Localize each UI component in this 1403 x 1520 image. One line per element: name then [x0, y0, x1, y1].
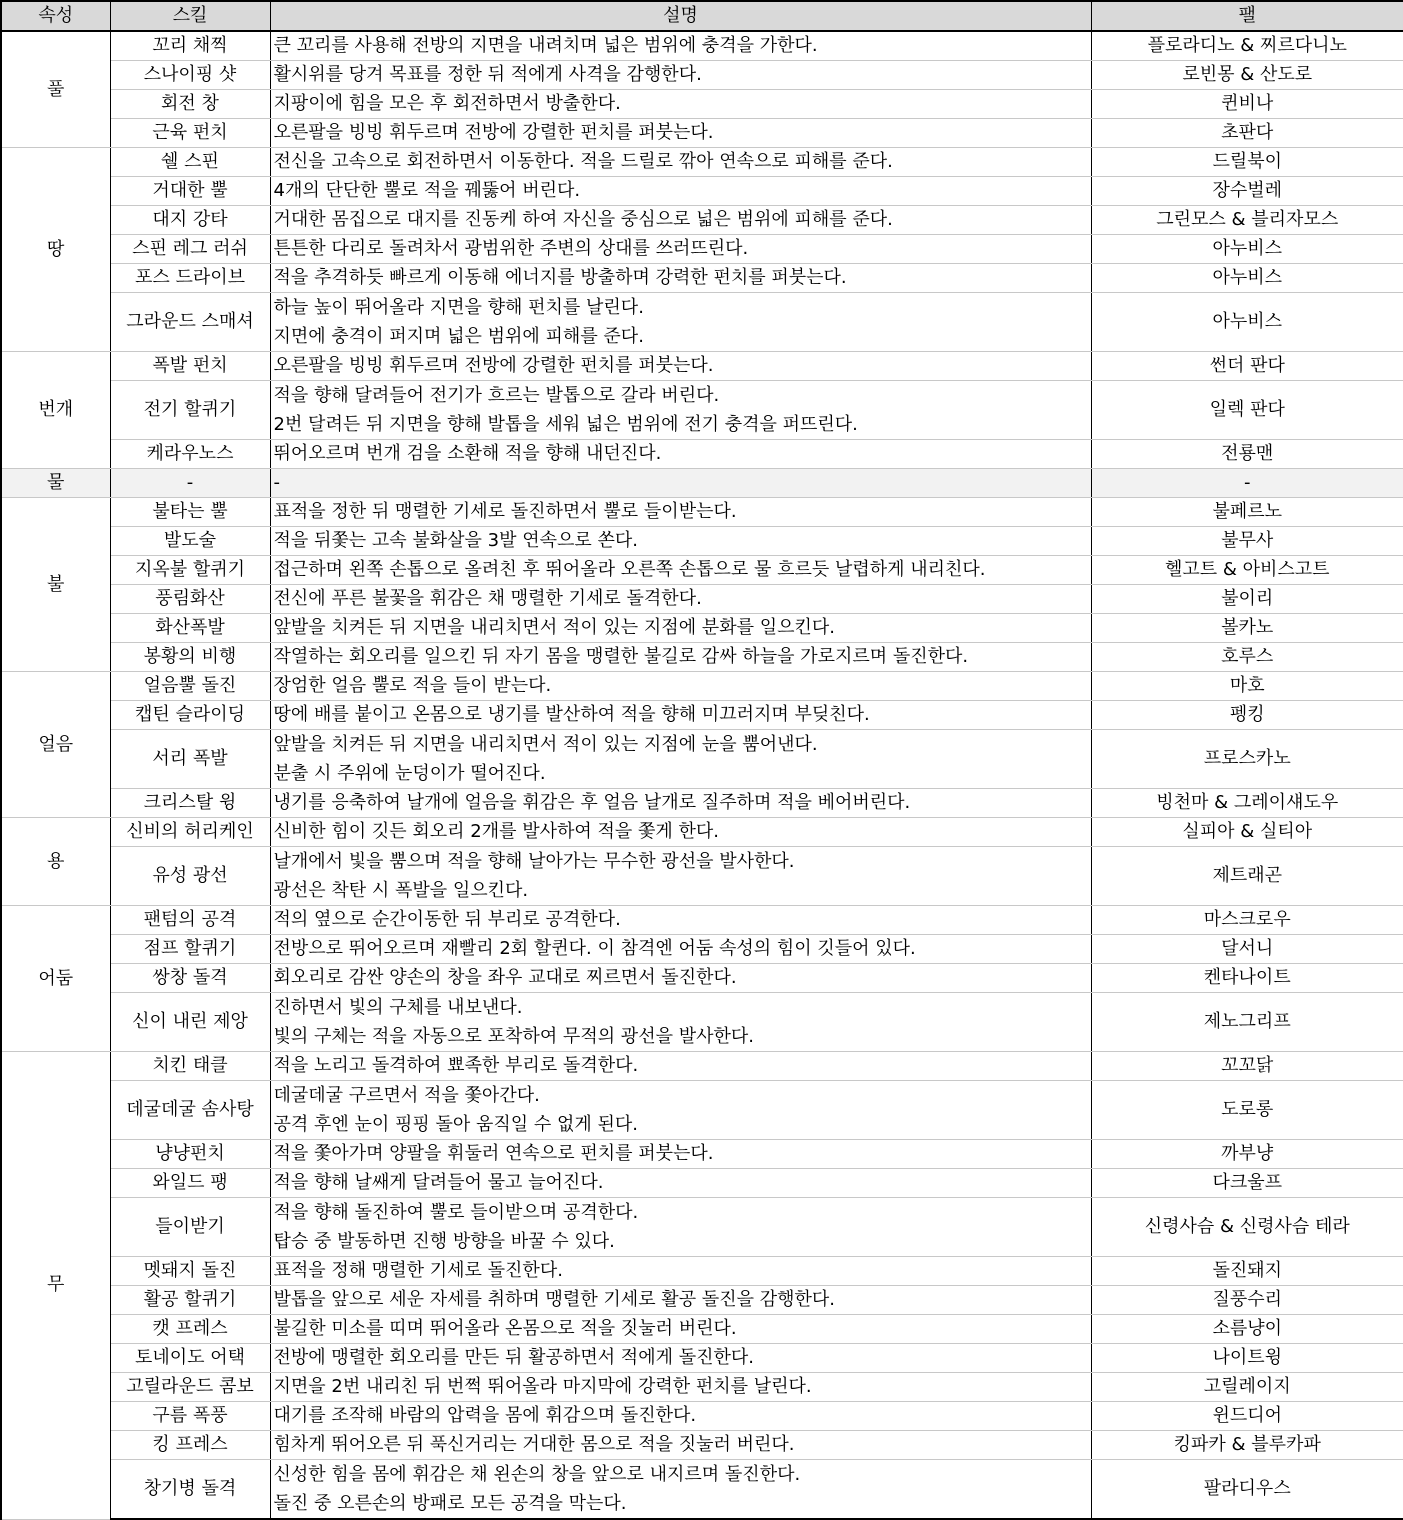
pal-cell: 나이트윙	[1091, 1344, 1403, 1373]
description-cell	[270, 1140, 1091, 1169]
skill-cell: 멧돼지 돌진	[110, 1257, 270, 1286]
skill-cell: 신비의 허리케인	[110, 818, 270, 847]
description-line: 적을 뒤쫓는 고속 불화살을 3발 연속으로 쏜다.	[273, 530, 638, 551]
skill-cell: 점프 할퀴기	[110, 935, 270, 964]
pal-cell: 제노그리프	[1091, 993, 1403, 1052]
skill-cell: 전기 할퀴기	[110, 381, 270, 440]
table-row	[1, 1169, 1403, 1198]
table-row	[1, 1257, 1403, 1286]
table-row	[1, 1052, 1403, 1081]
description-line: 활시위를 당겨 목표를 정한 뒤 적에게 사격을 감행한다.	[273, 64, 702, 85]
description-cell	[270, 789, 1091, 818]
pal-cell: 프로스카노	[1091, 730, 1403, 789]
pal-cell: 펭킹	[1091, 701, 1403, 730]
description-line: -	[273, 472, 280, 493]
pal-cell: 로빈몽 & 산도로	[1091, 61, 1403, 90]
description-line: 회오리로 감싼 양손의 창을 좌우 교대로 찌르면서 돌진한다.	[273, 967, 737, 988]
table-row	[1, 119, 1403, 148]
description-cell	[270, 964, 1091, 993]
skill-cell: 포스 드라이브	[110, 264, 270, 293]
description-line: 하늘 높이 뛰어올라 지면을 향해 펀치를 날린다.	[273, 297, 644, 318]
description-line: 진하면서 빛의 구체를 내보낸다.	[273, 997, 523, 1018]
description-cell	[270, 31, 1091, 61]
pal-cell: 소름냥이	[1091, 1315, 1403, 1344]
pal-cell: 드릴북이	[1091, 148, 1403, 177]
skill-cell: 봉황의 비행	[110, 643, 270, 672]
description-line: 오른팔을 빙빙 휘두르며 전방에 강렬한 펀치를 퍼붓는다.	[273, 122, 714, 143]
table-row	[1, 847, 1403, 906]
description-line: 냉기를 응축하여 날개에 얼음을 휘감은 후 얼음 날개로 질주하며 적을 베어버린다.	[273, 792, 911, 813]
pal-cell: 불페르노	[1091, 498, 1403, 527]
table-row	[1, 585, 1403, 614]
table-row	[1, 730, 1403, 789]
table-row	[1, 964, 1403, 993]
table-body	[1, 31, 1403, 1519]
description-cell	[270, 177, 1091, 206]
pal-cell: 달서니	[1091, 935, 1403, 964]
pal-cell: 퀸비나	[1091, 90, 1403, 119]
description-line: 큰 꼬리를 사용해 전방의 지면을 내려치며 넓은 범위에 충격을 가한다.	[273, 35, 818, 56]
description-cell	[270, 672, 1091, 701]
attribute-cell: 불	[1, 498, 110, 672]
description-cell	[270, 730, 1091, 789]
description-line: 날개에서 빛을 뿜으며 적을 향해 날아가는 무수한 광선을 발사한다.	[273, 851, 795, 872]
pal-cell: 아누비스	[1091, 235, 1403, 264]
description-cell	[270, 701, 1091, 730]
pal-cell: 빙천마 & 그레이섀도우	[1091, 789, 1403, 818]
table-row	[1, 1140, 1403, 1169]
pal-cell: 고릴레이지	[1091, 1373, 1403, 1402]
description-line: 표적을 정해 맹렬한 기세로 돌진한다.	[273, 1260, 563, 1281]
skill-cell: 신이 내린 제앙	[110, 993, 270, 1052]
description-line: 탑승 중 발동하면 진행 방향을 바꿀 수 있다.	[273, 1231, 615, 1252]
description-cell	[270, 469, 1091, 498]
description-cell	[270, 1081, 1091, 1140]
skill-cell: 팬텀의 공격	[110, 906, 270, 935]
skill-cell: 서리 폭발	[110, 730, 270, 789]
skill-cell: 유성 광선	[110, 847, 270, 906]
description-cell	[270, 206, 1091, 235]
table-row	[1, 1431, 1403, 1460]
skill-cell: 치킨 태클	[110, 1052, 270, 1081]
description-line: 돌진 중 오른손의 방패로 모든 공격을 막는다.	[273, 1493, 627, 1514]
description-cell	[270, 847, 1091, 906]
skill-cell: 와일드 팽	[110, 1169, 270, 1198]
table-row	[1, 206, 1403, 235]
description-line: 적을 쫓아가며 양팔을 휘둘러 연속으로 펀치를 퍼붓는다.	[273, 1143, 714, 1164]
description-cell	[270, 1373, 1091, 1402]
skill-cell: 회전 창	[110, 90, 270, 119]
description-line: 대기를 조작해 바람의 압력을 몸에 휘감으며 돌진한다.	[273, 1405, 697, 1426]
table-row	[1, 264, 1403, 293]
table-row	[1, 235, 1403, 264]
description-line: 땅에 배를 붙이고 온몸으로 냉기를 발산하여 적을 향해 미끄러지며 부딪친다.	[273, 704, 870, 725]
table-row	[1, 1460, 1403, 1520]
table-row	[1, 993, 1403, 1052]
description-line: 신성한 힘을 몸에 휘감은 채 왼손의 창을 앞으로 내지르며 돌진한다.	[273, 1464, 801, 1485]
description-line: 앞발을 치켜든 뒤 지면을 내리치면서 적이 있는 지점에 눈을 뿜어낸다.	[273, 734, 818, 755]
skill-cell: 불타는 뿔	[110, 498, 270, 527]
skill-cell: 케라우노스	[110, 440, 270, 469]
table-row	[1, 906, 1403, 935]
table-row	[1, 1402, 1403, 1431]
header-pal: 팰	[1091, 1, 1403, 31]
pal-cell: 윈드디어	[1091, 1402, 1403, 1431]
description-line: 빛의 구체는 적을 자동으로 포착하여 무적의 광선을 발사한다.	[273, 1026, 754, 1047]
description-line: 작열하는 회오리를 일으킨 뒤 자기 몸을 맹렬한 불길로 감싸 하늘을 가로지르며 돌진한다.	[273, 646, 969, 667]
description-cell	[270, 264, 1091, 293]
pal-cell: 도로롱	[1091, 1081, 1403, 1140]
pal-cell: 불무사	[1091, 527, 1403, 556]
pal-cell: 헬고트 & 아비스고트	[1091, 556, 1403, 585]
description-cell	[270, 993, 1091, 1052]
attribute-cell: 물	[1, 469, 110, 498]
header-skill: 스킬	[110, 1, 270, 31]
skill-cell: 꼬리 채찍	[110, 31, 270, 61]
description-cell	[270, 1431, 1091, 1460]
description-cell	[270, 1402, 1091, 1431]
description-cell	[270, 556, 1091, 585]
skill-cell: 토네이도 어택	[110, 1344, 270, 1373]
description-cell	[270, 1198, 1091, 1257]
table-row	[1, 614, 1403, 643]
description-cell	[270, 1257, 1091, 1286]
description-cell	[270, 1169, 1091, 1198]
table-row	[1, 818, 1403, 847]
pal-cell: 아누비스	[1091, 293, 1403, 352]
description-line: 튼튼한 다리로 돌려차서 광범위한 주변의 상대를 쓰러뜨린다.	[273, 238, 749, 259]
pal-cell: 킹파카 & 블루카파	[1091, 1431, 1403, 1460]
description-cell	[270, 1344, 1091, 1373]
attribute-cell: 번개	[1, 352, 110, 469]
skill-cell: 화산폭발	[110, 614, 270, 643]
table-row	[1, 1373, 1403, 1402]
description-cell	[270, 1286, 1091, 1315]
attribute-cell: 어둠	[1, 906, 110, 1052]
description-line: 광선은 착탄 시 폭발을 일으킨다.	[273, 880, 529, 901]
description-cell	[270, 527, 1091, 556]
table-row	[1, 789, 1403, 818]
skill-cell: 들이받기	[110, 1198, 270, 1257]
description-line: 지면에 충격이 퍼지며 넓은 범위에 피해를 준다.	[273, 326, 644, 347]
description-cell	[270, 1052, 1091, 1081]
table-row	[1, 672, 1403, 701]
header-row	[1, 1, 1403, 31]
skill-cell: 쌍창 돌격	[110, 964, 270, 993]
pal-cell: 마스크로우	[1091, 906, 1403, 935]
table-row	[1, 556, 1403, 585]
description-cell	[270, 148, 1091, 177]
description-cell	[270, 90, 1091, 119]
skill-cell: 그라운드 스매셔	[110, 293, 270, 352]
description-cell	[270, 1315, 1091, 1344]
table-row	[1, 381, 1403, 440]
table-row	[1, 469, 1403, 498]
attribute-cell: 무	[1, 1052, 110, 1520]
skill-cell: 활공 할퀴기	[110, 1286, 270, 1315]
table-row	[1, 177, 1403, 206]
skill-cell: 구름 폭풍	[110, 1402, 270, 1431]
table-row	[1, 1344, 1403, 1373]
table-row	[1, 1081, 1403, 1140]
table-row	[1, 935, 1403, 964]
table-row	[1, 352, 1403, 381]
pal-cell: 실피아 & 실티아	[1091, 818, 1403, 847]
pal-cell: 호루스	[1091, 643, 1403, 672]
description-line: 힘차게 뛰어오른 뒤 푹신거리는 거대한 몸으로 적을 짓눌러 버린다.	[273, 1434, 795, 1455]
table-row	[1, 527, 1403, 556]
skill-cell: -	[110, 469, 270, 498]
skill-cell: 냥냥펀치	[110, 1140, 270, 1169]
description-line: 전방으로 뛰어오르며 재빨리 2회 할퀸다. 이 참격엔 어둠 속성의 힘이 깃들어 있다.	[273, 938, 916, 959]
skill-cell: 킹 프레스	[110, 1431, 270, 1460]
pal-cell: 돌진돼지	[1091, 1257, 1403, 1286]
table-row	[1, 440, 1403, 469]
pal-cell: -	[1091, 469, 1403, 498]
description-line: 분출 시 주위에 눈덩이가 떨어진다.	[273, 763, 546, 784]
description-line: 전신을 고속으로 회전하면서 이동한다. 적을 드릴로 깎아 연속으로 피해를 준다.	[273, 151, 893, 172]
description-line: 적을 향해 돌진하여 뿔로 들이받으며 공격한다.	[273, 1202, 639, 1223]
description-line: 전신에 푸른 불꽃을 휘감은 채 맹렬한 기세로 돌격한다.	[273, 588, 702, 609]
pal-cell: 볼카노	[1091, 614, 1403, 643]
skill-cell: 지옥불 할퀴기	[110, 556, 270, 585]
table-row	[1, 1315, 1403, 1344]
skill-cell: 대지 강타	[110, 206, 270, 235]
pal-cell: 아누비스	[1091, 264, 1403, 293]
skill-cell: 스핀 레그 러쉬	[110, 235, 270, 264]
description-cell	[270, 818, 1091, 847]
skill-cell: 스나이핑 샷	[110, 61, 270, 90]
description-line: 발톱을 앞으로 세운 자세를 취하며 맹렬한 기세로 활공 돌진을 감행한다.	[273, 1289, 835, 1310]
pal-cell: 불이리	[1091, 585, 1403, 614]
description-cell	[270, 440, 1091, 469]
description-line: 신비한 힘이 깃든 회오리 2개를 발사하여 적을 쫓게 한다.	[273, 821, 719, 842]
table-row	[1, 90, 1403, 119]
skill-cell: 풍림화산	[110, 585, 270, 614]
pal-cell: 일렉 판다	[1091, 381, 1403, 440]
pal-cell: 꼬꼬닭	[1091, 1052, 1403, 1081]
description-line: 표적을 정한 뒤 맹렬한 기세로 돌진하면서 뿔로 들이받는다.	[273, 501, 737, 522]
pal-cell: 썬더 판다	[1091, 352, 1403, 381]
table-row	[1, 1198, 1403, 1257]
description-line: 공격 후엔 눈이 핑핑 돌아 움직일 수 없게 된다.	[273, 1114, 638, 1135]
table-row	[1, 61, 1403, 90]
description-line: 지팡이에 힘을 모은 후 회전하면서 방출한다.	[273, 93, 621, 114]
description-line: 전방에 맹렬한 회오리를 만든 뒤 활공하면서 적에게 돌진한다.	[273, 1347, 754, 1368]
description-cell	[270, 381, 1091, 440]
pal-cell: 플로라디노 & 찌르다니노	[1091, 31, 1403, 61]
pal-cell: 질풍수리	[1091, 1286, 1403, 1315]
header-description: 설명	[270, 1, 1091, 31]
attribute-cell: 얼음	[1, 672, 110, 818]
skill-cell: 근육 펀치	[110, 119, 270, 148]
pal-cell: 전룡맨	[1091, 440, 1403, 469]
description-line: 적을 추격하듯 빠르게 이동해 에너지를 방출하며 강력한 펀치를 퍼붓는다.	[273, 267, 847, 288]
description-line: 앞발을 치켜든 뒤 지면을 내리치면서 적이 있는 지점에 분화를 일으킨다.	[273, 617, 835, 638]
description-line: 거대한 몸집으로 대지를 진동케 하여 자신을 중심으로 넓은 범위에 피해를 준다.	[273, 209, 893, 230]
description-cell	[270, 498, 1091, 527]
pal-cell: 장수벌레	[1091, 177, 1403, 206]
pal-cell: 그린모스 & 블리자모스	[1091, 206, 1403, 235]
table-row	[1, 31, 1403, 61]
description-line: 오른팔을 빙빙 휘두르며 전방에 강렬한 펀치를 퍼붓는다.	[273, 355, 714, 376]
skill-cell: 고릴라운드 콤보	[110, 1373, 270, 1402]
skill-cell: 쉘 스핀	[110, 148, 270, 177]
attribute-cell: 땅	[1, 148, 110, 352]
table-row	[1, 293, 1403, 352]
pal-cell: 초판다	[1091, 119, 1403, 148]
table-row	[1, 1286, 1403, 1315]
table-row	[1, 643, 1403, 672]
attribute-cell: 용	[1, 818, 110, 906]
pal-cell: 다크울프	[1091, 1169, 1403, 1198]
skill-cell: 크리스탈 윙	[110, 789, 270, 818]
description-cell	[270, 61, 1091, 90]
description-line: 4개의 단단한 뿔로 적을 꿰뚫어 버린다.	[273, 180, 581, 201]
table-row	[1, 701, 1403, 730]
description-line: 적을 향해 달려들어 전기가 흐르는 발톱으로 갈라 버린다.	[273, 385, 720, 406]
pal-cell: 팔라디우스	[1091, 1460, 1403, 1520]
skill-cell: 캣 프레스	[110, 1315, 270, 1344]
description-line: 적의 옆으로 순간이동한 뒤 부리로 공격한다.	[273, 909, 621, 930]
skill-cell: 창기병 돌격	[110, 1460, 270, 1520]
skill-cell: 캡틴 슬라이딩	[110, 701, 270, 730]
description-cell	[270, 935, 1091, 964]
description-line: 데굴데굴 구르면서 적을 쫓아간다.	[273, 1085, 540, 1106]
description-line: 지면을 2번 내리친 뒤 번쩍 뛰어올라 마지막에 강력한 펀치를 날린다.	[273, 1376, 812, 1397]
description-line: 뛰어오르며 번개 검을 소환해 적을 향해 내던진다.	[273, 443, 662, 464]
skill-cell: 폭발 펀치	[110, 352, 270, 381]
description-cell	[270, 235, 1091, 264]
attribute-cell: 풀	[1, 31, 110, 148]
pal-cell: 신령사슴 & 신령사슴 테라	[1091, 1198, 1403, 1257]
description-cell	[270, 614, 1091, 643]
description-line: 불길한 미소를 띠며 뛰어올라 온몸으로 적을 짓눌러 버린다.	[273, 1318, 737, 1339]
description-cell	[270, 906, 1091, 935]
pal-cell: 까부냥	[1091, 1140, 1403, 1169]
description-cell	[270, 585, 1091, 614]
description-line: 적을 향해 날쌔게 달려들어 물고 늘어진다.	[273, 1172, 604, 1193]
description-cell	[270, 643, 1091, 672]
description-line: 적을 노리고 돌격하여 뾰족한 부리로 돌격한다.	[273, 1055, 639, 1076]
header-attribute: 속성	[1, 1, 110, 31]
description-cell	[270, 293, 1091, 352]
table-row	[1, 498, 1403, 527]
description-cell	[270, 119, 1091, 148]
skill-cell: 거대한 뿔	[110, 177, 270, 206]
description-cell	[270, 1460, 1091, 1520]
skill-cell: 발도술	[110, 527, 270, 556]
description-cell	[270, 352, 1091, 381]
skill-cell: 데굴데굴 솜사탕	[110, 1081, 270, 1140]
pal-cell: 마호	[1091, 672, 1403, 701]
skill-cell: 얼음뿔 돌진	[110, 672, 270, 701]
pal-cell: 제트래곤	[1091, 847, 1403, 906]
description-line: 2번 달려든 뒤 지면을 향해 발톱을 세워 넓은 범위에 전기 충격을 퍼뜨린다.	[273, 414, 858, 435]
description-line: 접근하며 왼쪽 손톱으로 올려친 후 뛰어올라 오른쪽 손톱으로 물 흐르듯 날렵하게 내리친다.	[273, 559, 986, 580]
description-line: 장엄한 얼음 뿔로 적을 들이 받는다.	[273, 675, 552, 696]
pal-cell: 켄타나이트	[1091, 964, 1403, 993]
table-row	[1, 148, 1403, 177]
